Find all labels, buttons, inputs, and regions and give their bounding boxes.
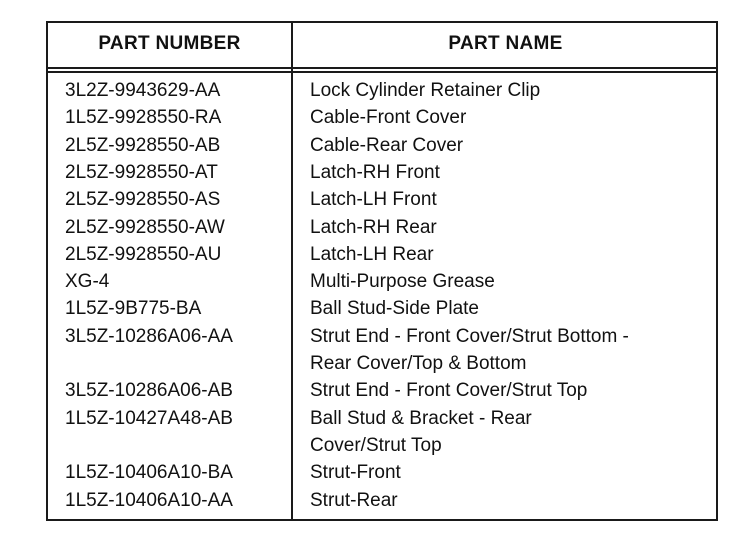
part-name-cell: Ball Stud & Bracket - Rear — [310, 407, 532, 429]
table-row — [48, 241, 716, 268]
header-part-name: PART NAME — [448, 33, 563, 54]
part-number-cell: XG-4 — [65, 271, 110, 293]
part-number-cell: 1L5Z-10406A10-BA — [65, 462, 233, 484]
table-row — [48, 459, 716, 486]
part-name-cell: Latch-LH Front — [310, 189, 437, 211]
table-row — [48, 132, 716, 159]
part-number-cell: 3L5Z-10286A06-AB — [65, 380, 233, 402]
part-number-cell: 3L5Z-10286A06-AA — [65, 325, 233, 347]
table-row — [48, 77, 716, 104]
table-row — [48, 432, 716, 459]
header-rule-top — [48, 67, 716, 69]
part-name-cell: Ball Stud-Side Plate — [310, 298, 479, 320]
part-name-cell: Cable-Rear Cover — [310, 134, 464, 156]
part-number-cell: 3L2Z-9943629-AA — [65, 80, 221, 101]
part-number-cell: 1L5Z-10406A10-AA — [65, 489, 233, 511]
table-row — [48, 323, 716, 350]
part-number-cell: 2L5Z-9928550-AT — [65, 161, 218, 183]
part-number-cell: 1L5Z-9B775-BA — [65, 298, 202, 320]
part-name-cell: Multi-Purpose Grease — [310, 271, 495, 293]
part-name-cell: Latch-RH Front — [310, 161, 440, 183]
table-row — [48, 405, 716, 432]
table-row — [48, 268, 716, 295]
part-number-cell: 1L5Z-9928550-RA — [65, 107, 222, 129]
part-name-cell: Strut End - Front Cover/Strut Top — [310, 380, 588, 402]
table-row — [48, 377, 716, 404]
part-name-cell: Latch-LH Rear — [310, 243, 434, 265]
table-row — [48, 159, 716, 186]
part-number-cell: 2L5Z-9928550-AS — [65, 189, 221, 211]
table-row — [48, 214, 716, 241]
part-number-cell: 2L5Z-9928550-AB — [65, 134, 221, 156]
table-row — [48, 487, 716, 514]
part-name-cell: Cable-Front Cover — [310, 107, 467, 129]
part-number-cell: 2L5Z-9928550-AU — [65, 243, 222, 265]
header-rule-bottom — [48, 71, 716, 73]
part-name-cell: Strut-Rear — [310, 489, 398, 511]
part-name-cell: Lock Cylinder Retainer Clip — [310, 80, 541, 101]
table-row — [48, 295, 716, 322]
part-number-cell: 2L5Z-9928550-AW — [65, 216, 225, 238]
parts-table — [46, 21, 718, 521]
part-name-cell: Strut End - Front Cover/Strut Bottom - — [310, 325, 629, 347]
header-part-number: PART NUMBER — [98, 33, 241, 54]
part-name-cell: Latch-RH Rear — [310, 216, 437, 238]
table-row — [48, 350, 716, 377]
part-name-cell: Rear Cover/Top & Bottom — [310, 353, 527, 374]
part-name-cell: Cover/Strut Top — [310, 434, 442, 456]
table-row — [48, 186, 716, 213]
part-name-cell: Strut-Front — [310, 462, 401, 484]
part-number-cell: 1L5Z-10427A48-AB — [65, 407, 233, 429]
table-row — [48, 104, 716, 131]
